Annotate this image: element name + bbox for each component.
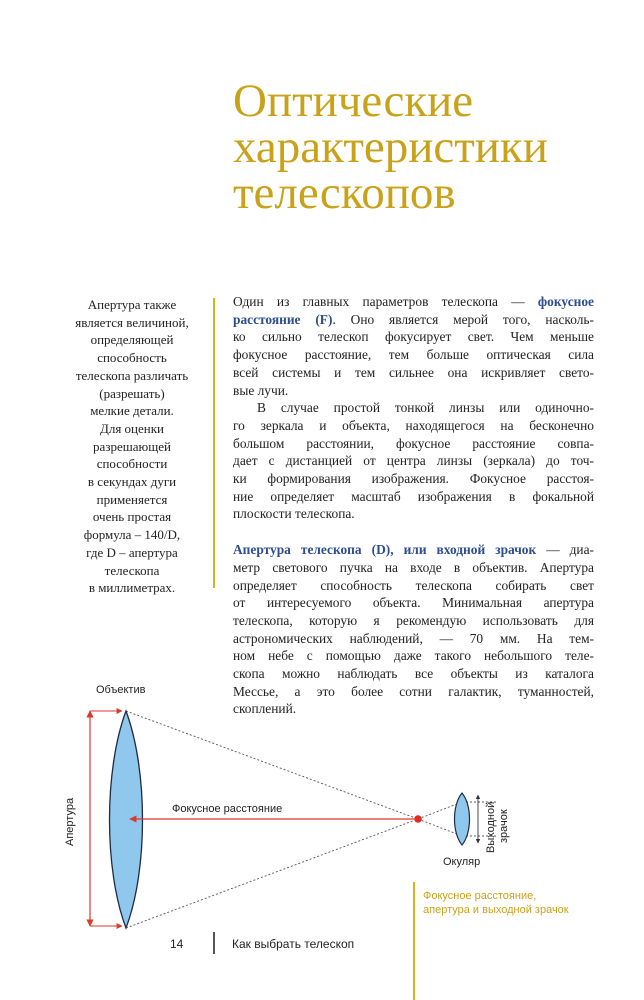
sidenote-line: где D – апертура: [86, 544, 178, 560]
figure-caption: [423, 889, 623, 917]
caption-line-1: Фокусное расстояние,: [423, 890, 537, 902]
sidenote-line: является величиной,: [75, 314, 189, 330]
sidenote-line: в секундах дуги: [87, 474, 177, 490]
focal-length-label: Фокусное расстояние: [172, 803, 283, 815]
sidenote-line: формула – 140/D,: [83, 527, 181, 543]
aperture-label: Апертура: [64, 797, 76, 846]
term-focal-length: фокусное: [537, 294, 594, 309]
caption-line-2: апертура и выходной зрачок: [423, 904, 569, 916]
term-focal-length-f: расстояние (F): [233, 311, 333, 327]
eyepiece-lens: [455, 793, 470, 845]
sidenote-line: способность: [97, 350, 167, 366]
paragraph-focal-length: Один из главных параметров телескопа — фокусное расстояние (F). Оно является мерой того, насколь- ко сильно телескоп фокусирует свет. Чем меньше фокусное расстояние, тем больше оптическая сила всей системы и тем сильнее она искривляет свето- вые лучи.: [233, 294, 594, 398]
sidenote-line: Для оценки: [99, 420, 165, 436]
eyepiece-label: Окуляр: [443, 856, 481, 868]
sidenote-line: очень простая: [92, 509, 172, 525]
sidenote-divider: [213, 298, 215, 588]
sidenote-line: (разрешать): [99, 385, 165, 401]
sidenote-line: определяющей: [90, 332, 174, 348]
footer-divider: [213, 932, 215, 954]
sidenote-line: применяется: [96, 491, 168, 507]
page-number: 14: [170, 937, 184, 951]
paragraph-thin-lens: В случае простой тонкой линзы или одиночно- го зеркала и объекта, находящегося на бесконечно большом расстоянии, фокусное расстояние совпа- дает с дистанцией от центра линзы (зеркала) до точ- ки формирования изображения. Фокусное расстоя- ние определяет масштаб изображения в фокальной плоскости телескопа.: [233, 400, 594, 522]
sidenote-line: мелкие детали.: [90, 403, 174, 419]
main-text: [233, 293, 594, 718]
sidenote-line: телескопа: [104, 562, 160, 578]
exit-pupil-label-2: зрачок: [498, 809, 510, 843]
objective-label: Объектив: [96, 684, 146, 696]
term-aperture: Апертура телескопа (D), или входной зрачок: [233, 542, 537, 558]
title-line-3: телескопов: [233, 167, 456, 219]
title-line-2: характеристики: [233, 121, 548, 173]
sidenote-line: телескопа различать: [75, 367, 189, 383]
focus-point: [414, 815, 422, 823]
caption-divider: [413, 882, 415, 1000]
title-line-1: Оптические: [233, 75, 474, 127]
sidenote-line: в миллиметрах.: [88, 580, 176, 596]
page-title: [233, 75, 633, 219]
sidenote: [58, 296, 206, 597]
book-title: Как выбрать телескоп: [232, 937, 355, 951]
exit-pupil-label-1: Выходной: [485, 801, 497, 853]
paragraph-aperture: Апертура телескопа (D), или входной зрачок — диа- метр светового пучка на входе в объектив. Апертура определяет способность телескопа собирать свет от интересуемого объекта. Минимальная апертура телескопа, которую я рекомендую использовать для астрономических наблюдений, — 70 мм. На тем- ном небе с помощью даже такого небольшого теле- скопа можно наблюдать все объекты из каталога Мессье, а это более сотни галактик, туманностей, скоплений.: [233, 542, 595, 717]
ray-bottom: [126, 819, 418, 928]
sidenote-line: Апертура также: [87, 297, 177, 312]
sidenote-line: способности: [96, 456, 168, 472]
sidenote-line: разрешающей: [93, 438, 171, 454]
